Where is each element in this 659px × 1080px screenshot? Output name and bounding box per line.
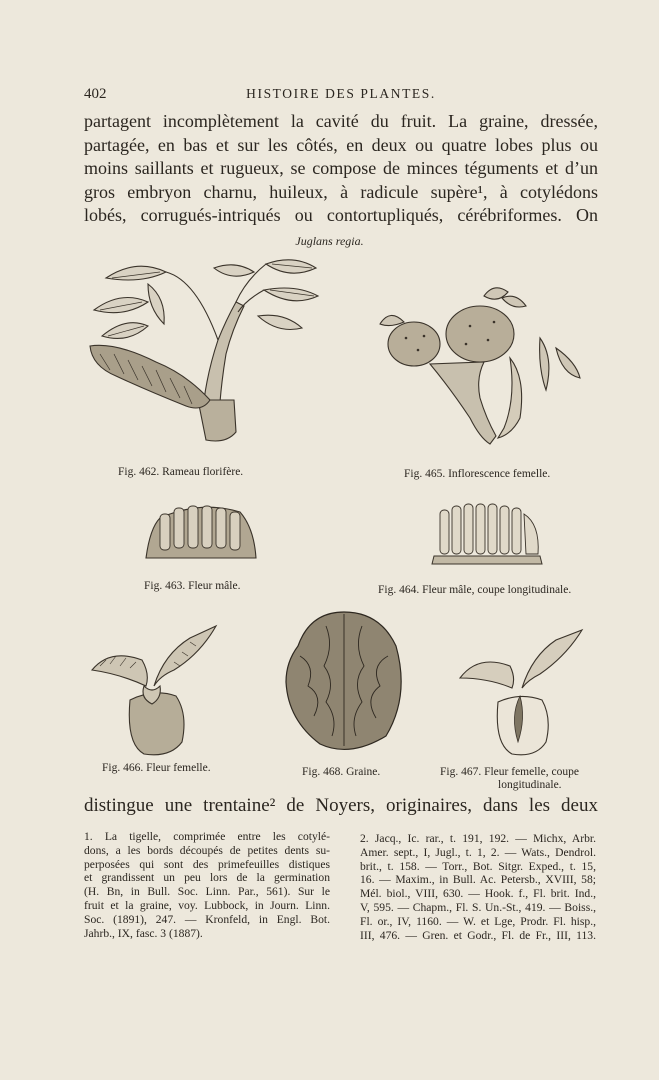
text-line: distingue une trentaine² de Noyers, originaires, dans les deux (84, 795, 598, 816)
caption-fig-463: Fig. 463. Fleur mâle. (144, 580, 241, 592)
caption-fig-465: Fig. 465. Inflorescence femelle. (404, 468, 551, 480)
footnote-line: Jahrb., IX, fasc. 3 (1887). (84, 926, 203, 940)
fig-468-seed (280, 606, 410, 756)
text-line: gros embryon charnu, huileux, à radicule supère¹, à cotylédons (84, 181, 598, 202)
footnote-1 (84, 830, 330, 940)
footnote-line: Fl. or., IV, 1160. — W. et Lge, Prodr. Fl. hisp., (360, 914, 596, 928)
footnote-line: 2. Jacq., Ic. rar., t. 191, 192. — Michx, Arbr. (360, 832, 596, 845)
fig-466-female-flower (90, 624, 220, 758)
footnote-2 (360, 832, 596, 942)
plate-title: Juglans regia. (295, 234, 364, 248)
footnote-line: 16. — Maxim., in Bull. Ac. Petersb., XVIII, 58; (360, 873, 596, 887)
page-header (84, 86, 598, 106)
page-number: 402 (84, 86, 107, 102)
footnote-line: perposées qui sont des primefeuilles distiques (84, 857, 330, 871)
caption-fig-462: Fig. 462. Rameau florifère. (118, 466, 244, 478)
footnote-line: V, 595. — Chapm., Fl. S. Un.-St., 419. — Boiss., (360, 900, 596, 914)
footnote-line: et grandissent un peu lors de la germination (84, 871, 330, 885)
text-line: lobés, corrugués-intriqués ou contortupliqués, cérébriformes. On (84, 205, 598, 226)
footnote-line: fruit et la graine, voy. Lubbock, in Journ. Linn. (84, 898, 330, 912)
fig-463-male-flower (140, 498, 260, 570)
caption-fig-467-line2: longitudinale. (498, 779, 562, 791)
caption-fig-468: Fig. 468. Graine. (302, 766, 381, 778)
running-title: HISTOIRE DES PLANTES. (246, 86, 436, 101)
fig-462-flowering-branch (86, 250, 322, 462)
fig-465-female-inflorescence (370, 278, 588, 462)
footnote-line: dons, a les bords découpés de petites dents su- (84, 843, 330, 857)
caption-fig-466: Fig. 466. Fleur femelle. (102, 762, 211, 774)
footnote-line: (H. Bn, in Bull. Soc. Linn. Par., 561). Sur le (84, 885, 330, 899)
text-line: partagent incomplètement la cavité du fruit. La graine, dressée, (84, 111, 598, 131)
text-line: partagée, en bas et sur les côtés, en deux ou quatre lobes plus ou (84, 134, 598, 155)
fig-464-male-flower-section (430, 500, 546, 570)
caption-fig-464: Fig. 464. Fleur mâle, coupe longitudinale. (378, 584, 572, 596)
footnote-line: III, 476. — Gren. et Godr., Fl. de Fr., III, 113. (360, 928, 596, 942)
footnote-line: 1. La tigelle, comprimée entre les cotylé- (84, 830, 330, 843)
paragraph-bottom (84, 794, 598, 818)
footnote-line: Soc. (1891), 247. — Kronfeld, in Engl. Bot. (84, 912, 330, 926)
footnote-line: brit., t. 158. — Torr., Bot. Sitgr. Exped., t. 15, (360, 859, 596, 873)
paragraph-top (84, 110, 598, 228)
footnote-line: Amer. sept., I, Jugl., t. 1, 2. — Wats., Dendrol. (360, 845, 596, 859)
text-line: moins saillants et rugueux, se compose de minces téguments et d’un (84, 158, 598, 179)
caption-fig-467-line1: Fig. 467. Fleur femelle, coupe (440, 766, 579, 778)
footnote-line: Mél. biol., VIII, 630. — Hook. f., Fl. brit. Ind., (360, 887, 596, 901)
fig-467-female-flower-section (456, 626, 586, 758)
